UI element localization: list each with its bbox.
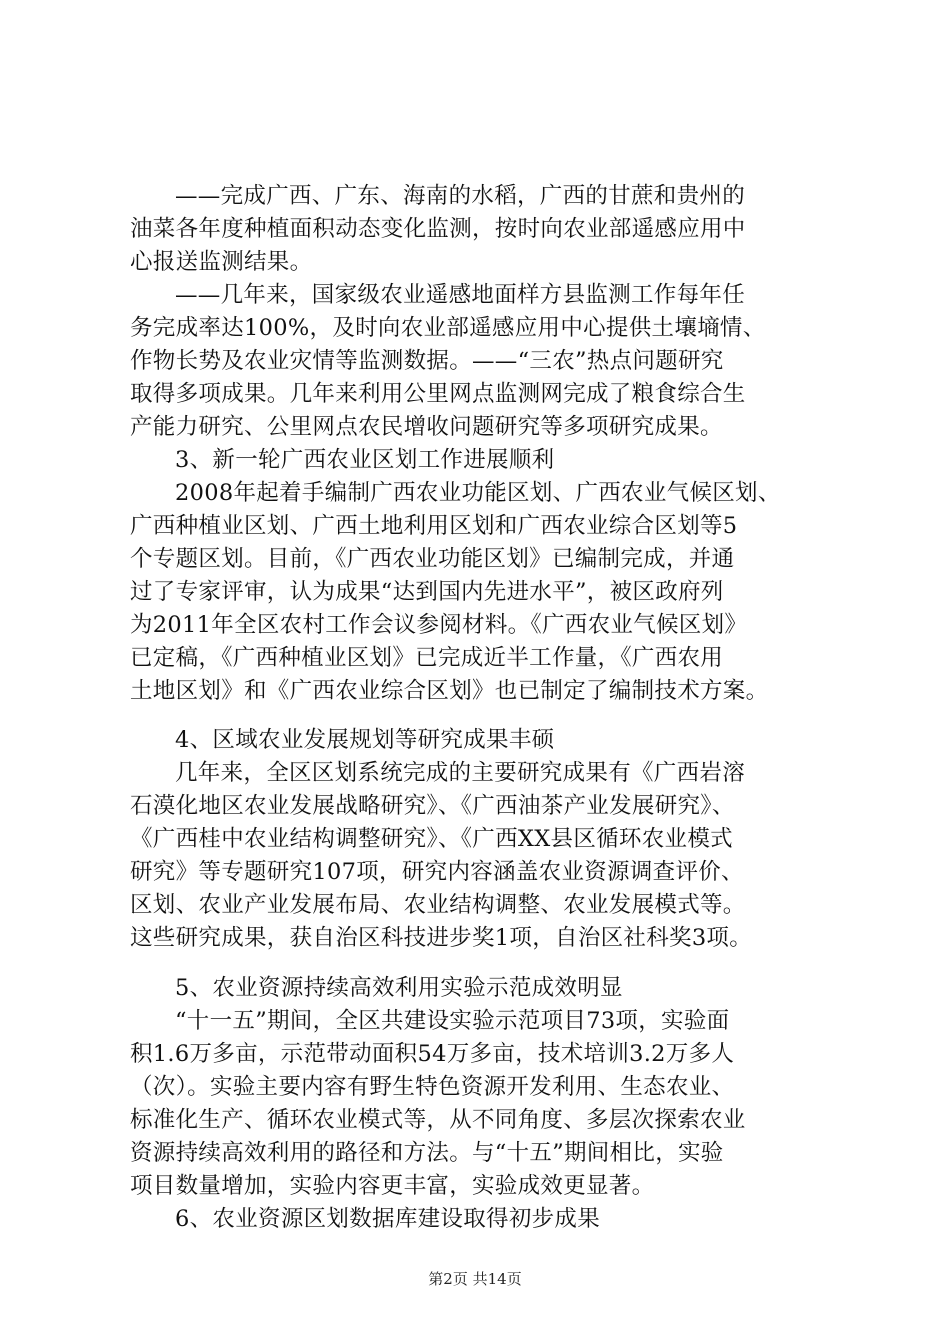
paragraph-line: 取得多项成果。几年来利用公里网点监测网完成了粮食综合生 xyxy=(130,381,746,407)
paragraph-line: 务完成率达100%，及时向农业部遥感应用中心提供土壤墒情、 xyxy=(130,315,766,341)
page-footer: 第2页 共14页 xyxy=(428,1270,522,1288)
paragraph-line: 几年来，全区区划系统完成的主要研究成果有《广西岩溶 xyxy=(175,760,746,786)
section-heading: 6、农业资源区划数据库建设取得初步成果 xyxy=(175,1206,601,1232)
paragraph-line: 过了专家评审，认为成果“达到国内先进水平”，被区政府列 xyxy=(130,579,724,605)
paragraph-line: 石漠化地区农业发展战略研究》、《广西油茶产业发展研究》、 xyxy=(130,793,735,819)
paragraph-line: 心报送监测结果。 xyxy=(130,249,313,275)
section-heading: 3、新一轮广西农业区划工作进展顺利 xyxy=(175,447,555,473)
paragraph-line: 已定稿，《广西种植业区划》已完成近半工作量，《广西农用 xyxy=(130,645,724,671)
paragraph-line: （次）。实验主要内容有野生特色资源开发利用、生态农业、 xyxy=(130,1074,735,1100)
paragraph-line: 产能力研究、公里网点农民增收问题研究等多项研究成果。 xyxy=(130,414,723,440)
paragraph-line: “十一五”期间，全区共建设实验示范项目73项，实验面 xyxy=(175,1008,730,1034)
paragraph-line: 广西种植业区划、广西土地利用区划和广西农业综合区划等5 xyxy=(130,513,738,539)
paragraph-line: 2008年起着手编制广西农业功能区划、广西农业气候区划、 xyxy=(175,480,781,506)
paragraph-line: 标准化生产、循环农业模式等，从不同角度、多层次探索农业 xyxy=(130,1107,746,1133)
paragraph-line: 资源持续高效利用的路径和方法。与“十五”期间相比，实验 xyxy=(130,1140,724,1166)
paragraph-line: ——完成广西、广东、海南的水稻，广西的甘蔗和贵州的 xyxy=(175,183,746,209)
paragraph-line: 这些研究成果，获自治区科技进步奖1项，自治区社科奖3项。 xyxy=(130,925,753,951)
paragraph-line: 土地区划》和《广西农业综合区划》也已制定了编制技术方案。 xyxy=(130,678,769,704)
paragraph-line: 油菜各年度种植面积动态变化监测，按时向农业部遥感应用中 xyxy=(130,216,746,242)
paragraph-line: 项目数量增加，实验内容更丰富，实验成效更显著。 xyxy=(130,1173,655,1199)
paragraph-line: 积1.6万多亩，示范带动面积54万多亩，技术培训3.2万多人 xyxy=(130,1041,735,1067)
paragraph-line: 作物长势及农业灾情等监测数据。——“三农”热点问题研究 xyxy=(130,348,724,374)
paragraph-line: ——几年来，国家级农业遥感地面样方县监测工作每年任 xyxy=(175,282,746,308)
paragraph-line: 个专题区划。目前，《广西农业功能区划》已编制完成，并通 xyxy=(130,546,735,572)
paragraph-line: 《广西桂中农业结构调整研究》、《广西XX县区循环农业模式 xyxy=(130,826,733,852)
paragraph-line: 为2011年全区农村工作会议参阅材料。《广西农业气候区划》 xyxy=(130,612,748,638)
paragraph-line: 区划、农业产业发展布局、农业结构调整、农业发展模式等。 xyxy=(130,892,746,918)
section-heading: 5、农业资源持续高效利用实验示范成效明显 xyxy=(175,975,623,1001)
paragraph-line: 研究》等专题研究107项，研究内容涵盖农业资源调查评价、 xyxy=(130,859,744,885)
section-heading: 4、区域农业发展规划等研究成果丰硕 xyxy=(175,727,555,753)
